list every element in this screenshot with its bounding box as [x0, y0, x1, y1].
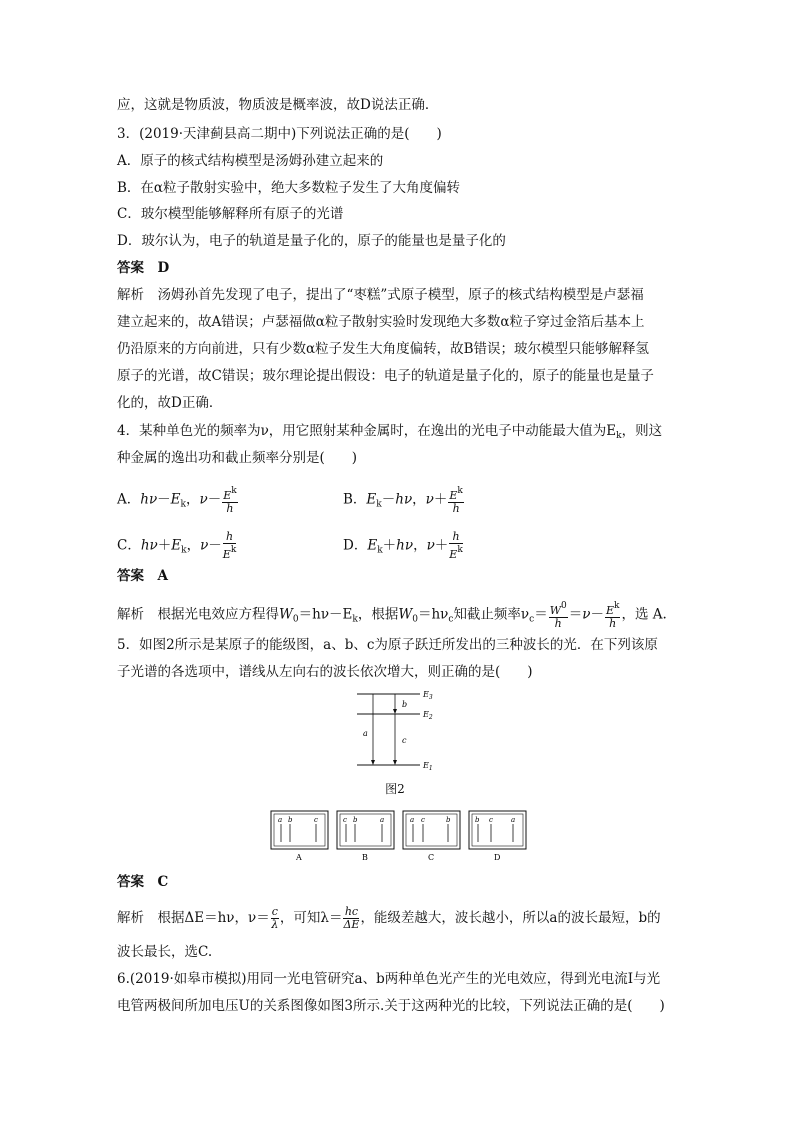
question-3-option-d: D．玻尔认为，电子的轨道是量子化的，原子的能量也是量子化的 — [117, 233, 506, 249]
spectral-line-label: c — [314, 816, 318, 824]
question-3-explanation: 仍沿原来的方向前进，只有少数α粒子发生大角度偏转，故B错误；玻尔模型只能够解释氢 — [117, 341, 650, 357]
spectral-line-label: b — [288, 816, 293, 824]
question-3-answer: 答案 D — [117, 260, 170, 276]
energy-level-label: $E_3$ — [423, 690, 433, 701]
spectrum-option-label: D — [494, 853, 501, 862]
spectral-line-label: b — [353, 816, 358, 824]
energy-level-label: $E_1$ — [423, 761, 433, 772]
spectrum-option-label: B — [362, 853, 368, 862]
text-line: 应，这就是物质波，物质波是概率波，故D说法正确． — [117, 97, 439, 113]
question-4-explanation: 解析 根据光电效应方程得$W_0=h\nu-E_k$，根据$W_0=h\nu_c$知截止频率$\nu_c=$ $\frac{W^0}{h}$ ＝ν－ $\frac{E^k}{h}$ ，选 A. — [117, 601, 667, 630]
question-3-option-a: A．原子的核式结构模型是汤姆孙建立起来的 — [117, 153, 384, 169]
question-4-answer: 答案 A — [117, 568, 168, 584]
spectral-line-label: a — [380, 816, 385, 824]
transition-label-c: c — [402, 736, 407, 745]
spectra-options-diagram — [270, 810, 530, 868]
spectral-line-label: a — [511, 816, 516, 824]
question-5-answer: 答案 C — [117, 874, 169, 890]
question-4-option-c: C．$h\nu+E_k$，ν－ $\frac{h}{E^k}$ — [117, 530, 237, 561]
question-6-stem: 6.(2019·如皋市模拟)用同一光电管研究a、b两种单色光产生的光电效应，得到光电流I与光 — [117, 971, 661, 987]
question-4-stem: 种金属的逸出功和截止频率分别是( ) — [117, 450, 358, 466]
spectrum-option-label: A — [296, 853, 302, 862]
question-3-explanation: 化的，故D正确． — [117, 395, 223, 411]
question-3-explanation: 原子的光谱，故C错误；玻尔理论提出假设：电子的轨道是量子化的，原子的能量也是量子 — [117, 368, 654, 384]
spectral-line-label: a — [278, 816, 283, 824]
energy-level-diagram — [355, 688, 440, 773]
spectral-line-label: c — [489, 816, 493, 824]
question-3-explanation: 解析 汤姆孙首先发现了电子，提出了“枣糕”式原子模型，原子的核式结构模型是卢瑟福 — [117, 287, 644, 303]
question-4-option-a: A．$h\nu-E_k$，ν－ $\frac{E^k}{h}$ — [117, 486, 237, 515]
spectral-line-label: b — [475, 816, 480, 824]
question-3-option-b: B．在α粒子散射实验中，绝大多数粒子发生了大角度偏转 — [117, 180, 461, 196]
question-5-explanation: 波长最长，选C. — [117, 944, 213, 960]
arrow-head-icon — [371, 760, 375, 765]
spectral-line-label: c — [421, 816, 425, 824]
question-3-stem: 3．(2019·天津蓟县高二期中)下列说法正确的是( ) — [117, 126, 442, 142]
energy-level-label: $E_2$ — [423, 710, 433, 721]
arrow-head-icon — [393, 760, 397, 765]
spectrum-option-label: C — [428, 853, 435, 862]
spectral-line-label: b — [446, 816, 451, 824]
question-4-option-d: D．$E_k+h\nu$，ν＋ $\frac{h}{E^k}$ — [343, 530, 463, 561]
question-5-explanation: 解析 根据ΔE＝hν，ν＝ $\frac{c}{\lambda}$ ，可知λ＝ $\frac{hc}{\Delta E}$ ，能级差越大，波长越小，所以a的波长最短，b的 — [117, 905, 661, 931]
question-4-option-b: B．$E_k-h\nu$，ν＋ $\frac{E^k}{h}$ — [343, 486, 463, 515]
question-6-stem: 电管两极间所加电压U的关系图像如图3所示.关于这两种光的比较，下列说法正确的是( ) — [117, 998, 665, 1014]
question-3-option-c: C．玻尔模型能够解释所有原子的光谱 — [117, 206, 344, 222]
arrow-head-icon — [393, 709, 397, 714]
question-5-stem: 5．如图2所示是某原子的能级图，a、b、c为原子跃迁所发出的三种波长的光．在下列该原 — [117, 637, 658, 653]
question-4-stem: 4．某种单色光的频率为ν，用它照射某种金属时，在逸出的光电子中动能最大值为$E_k$，则这 — [117, 423, 663, 441]
spectral-line-label: c — [343, 816, 347, 824]
figure-2-caption: 图2 — [385, 782, 405, 796]
question-5-stem: 子光谱的各选项中，谱线从左向右的波长依次增大，则正确的是( ) — [117, 664, 533, 680]
transition-label-b: b — [402, 700, 408, 709]
spectral-line-label: a — [410, 816, 415, 824]
transition-label-a: a — [363, 729, 368, 738]
question-3-explanation: 建立起来的，故A错误；卢瑟福做α粒子散射实验时发现绝大多数α粒子穿过金箔后基本上 — [117, 314, 645, 330]
